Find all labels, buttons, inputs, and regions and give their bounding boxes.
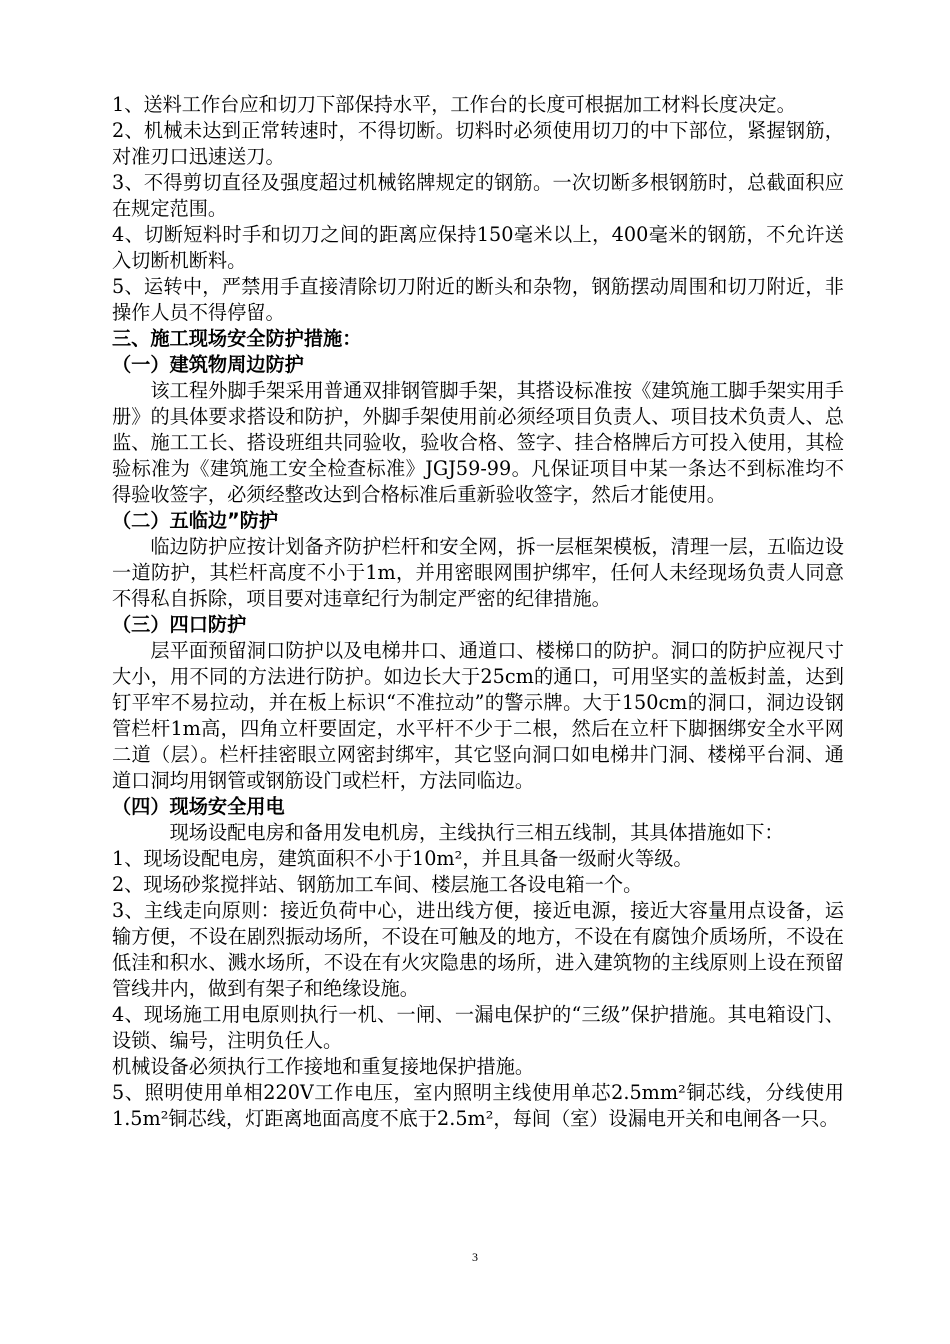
section-heading: 三、施工现场安全防护措施： bbox=[112, 327, 362, 350]
electricity-item-grounding: 机械设备必须执行工作接地和重复接地保护措施。 bbox=[112, 1055, 535, 1078]
electricity-item-3: 3、主线走向原则：接近负荷中心，进出线方便，接近电源，接近大容量用点设备，运输方便，不设在剧烈振动场所，不设在可触及的地方，不设在有腐蚀介质场所，不设在低洼和积水、溅水场所，不设在有火灾隐患的场所，进入建筑物的主线原则上设在预留管线井内，做到有架子和绝缘设施。 bbox=[112, 899, 844, 1000]
electricity-item-2: 2、现场砂浆搅拌站、钢筋加工车间、楼层施工各设电箱一个。 bbox=[112, 873, 643, 896]
subsection-heading-perimeter: （一）建筑物周边防护 bbox=[112, 353, 304, 376]
subsection-heading-edges: （二）五临边”防护 bbox=[112, 509, 279, 532]
edge-protection-body: 临边防护应按计划备齐防护栏杆和安全网，拆一层框架模板，清理一层，五临边设一道防护，其栏杆高度不小于1m，并用密眼网围护绑牢，任何人未经现场负责人同意不得私自拆除，项目要对违章纪行为制定严密的纪律措施。 bbox=[112, 535, 844, 610]
opening-protection-body: 层平面预留洞口防护以及电梯井口、通道口、楼梯口的防护。洞口的防护应视尺寸大小，用不同的方法进行防护。如边长大于25cm的通口，可用坚实的盖板封盖，达到钉平牢不易拉动，并在板上标识“不准拉动”的警示牌。大于150cm的洞口，洞边设钢管栏杆1m高，四角立杆要固定，水平杆不少于二根，然后在立杆下脚捆绑安全水平网二道（层）。栏杆挂密眼立网密封绑牢，其它竖向洞口如电梯井门洞、楼梯平台洞、通道口洞均用钢管或钢筋设门或栏杆，方法同临边。 bbox=[112, 639, 844, 792]
document-body bbox=[112, 92, 844, 1132]
paragraph-item-2: 2、机械未达到正常转速时，不得切断。切料时必须使用切刀的中下部位，紧握钢筋，对准刃口迅速送刀。 bbox=[112, 119, 844, 168]
page-number: 3 bbox=[472, 1250, 478, 1264]
subsection-heading-openings: （三）四口防护 bbox=[112, 613, 247, 636]
paragraph-item-1: 1、送料工作台应和切刀下部保持水平，工作台的长度可根据加工材料长度决定。 bbox=[112, 93, 796, 116]
electricity-item-4: 4、现场施工用电原则执行一机、一闸、一漏电保护的“三级”保护措施。其电箱设门、设锁、编号，注明负任人。 bbox=[112, 1003, 844, 1052]
electricity-item-5: 5、照明使用单相220V工作电压，室内照明主线使用单芯2.5mm²铜芯线，分线使用1.5m²铜芯线，灯距离地面高度不底于2.5m²，每间（室）设漏电开关和电闸各一只。 bbox=[112, 1081, 844, 1130]
paragraph-item-3: 3、不得剪切直径及强度超过机械铭牌规定的钢筋。一次切断多根钢筋时，总截面积应在规定范围。 bbox=[112, 171, 844, 220]
perimeter-protection-body: 该工程外脚手架采用普通双排钢管脚手架，其搭设标准按《建筑施工脚手架实用手册》的具体要求搭设和防护，外脚手架使用前必须经项目负责人、项目技术负责人、总监、施工工长、搭设班组共同验收，验收合格、签字、挂合格牌后方可投入使用，其检验标准为《建筑施工安全检查标准》JGJ59-99。凡保证项目中某一条达不到标准均不得验收签字，必须经整改达到合格标准后重新验收签字，然后才能使用。 bbox=[112, 379, 844, 506]
electricity-item-1: 1、现场设配电房，建筑面积不小于10m²，并且具备一级耐火等级。 bbox=[112, 847, 693, 870]
paragraph-item-4: 4、切断短料时手和切刀之间的距离应保持150毫米以上，400毫米的钢筋，不允许送入切断机断料。 bbox=[112, 223, 844, 272]
electricity-intro: 现场设配电房和备用发电机房，主线执行三相五线制，其具体措施如下： bbox=[169, 821, 784, 844]
paragraph-item-5: 5、运转中，严禁用手直接清除切刀附近的断头和杂物，钢筋摆动周围和切刀附近，非操作人员不得停留。 bbox=[112, 275, 844, 324]
subsection-heading-electricity: （四）现场安全用电 bbox=[112, 795, 285, 818]
